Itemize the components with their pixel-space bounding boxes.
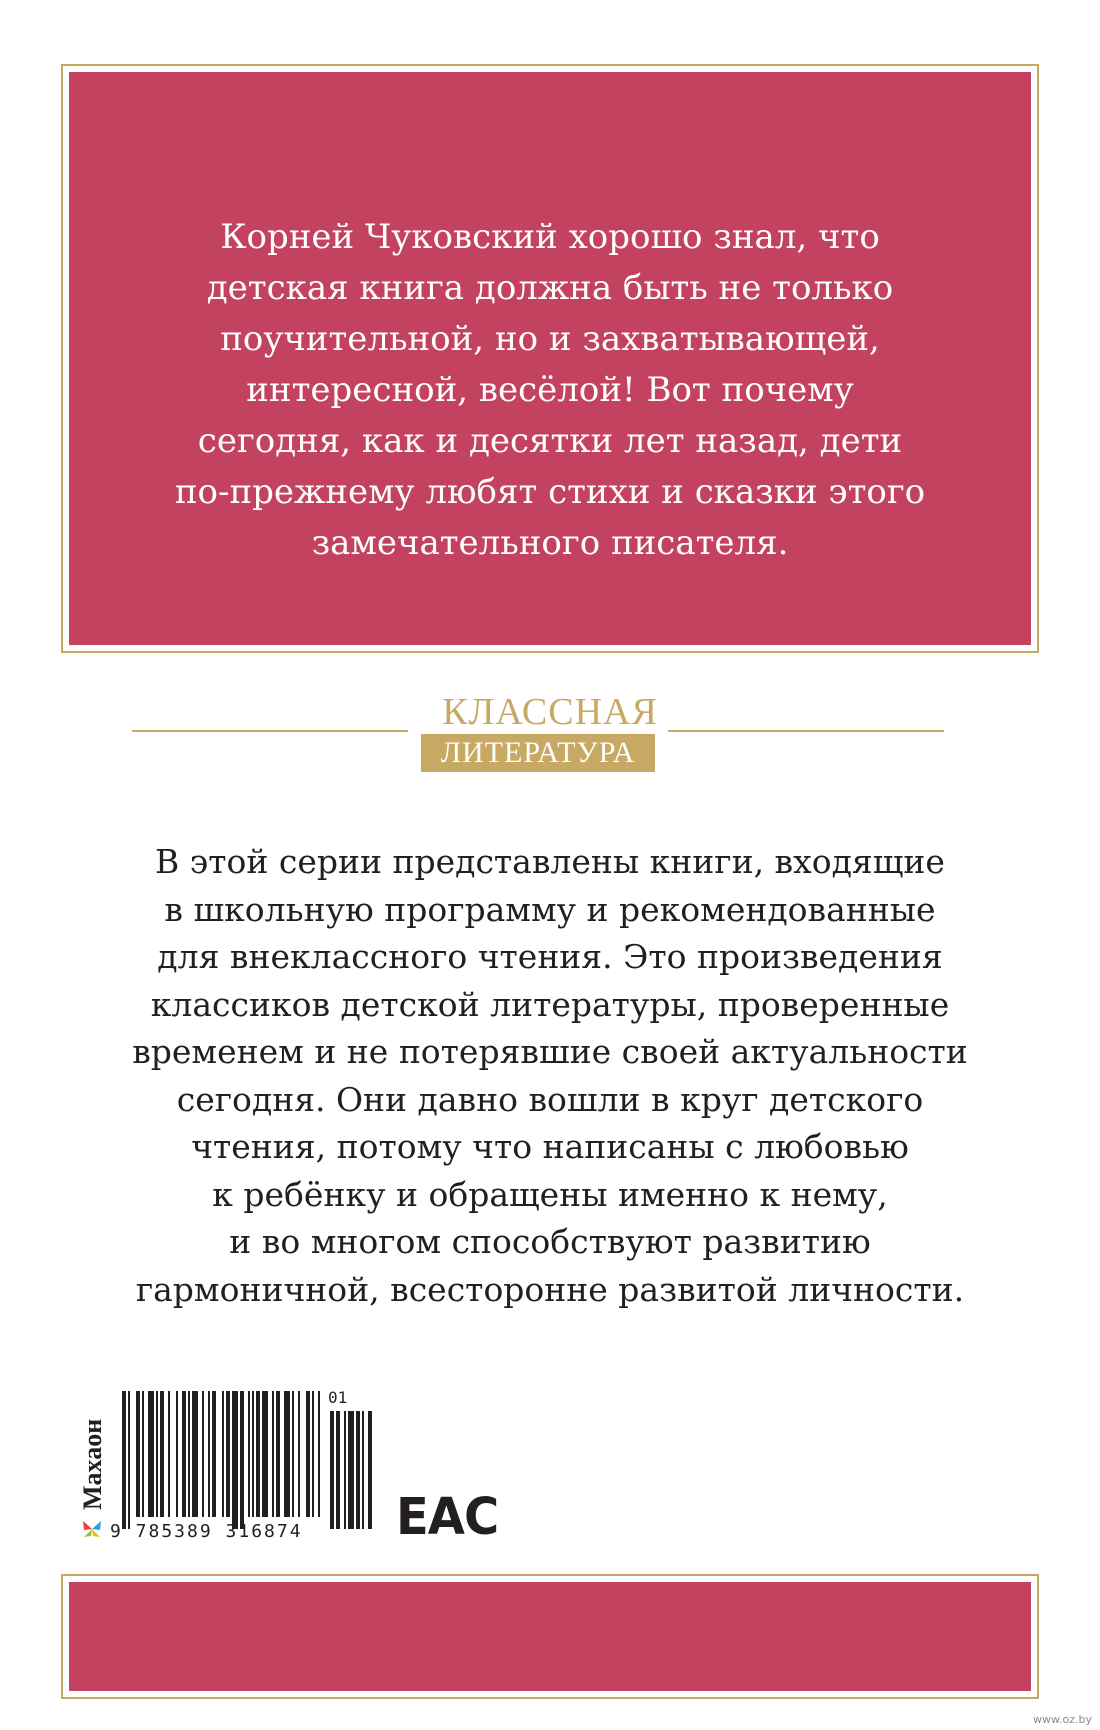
barcode-bar <box>192 1391 198 1517</box>
description-line: для внеклассного чтения. Это произведения <box>157 937 943 976</box>
barcode-bar <box>142 1391 144 1517</box>
series-title-bottom: ЛИТЕРАТУРА <box>421 734 655 772</box>
series-title-top: КЛАССНАЯ <box>442 691 658 733</box>
barcode-bar <box>222 1391 224 1517</box>
barcode-bar <box>318 1391 320 1517</box>
description-line: к ребёнку и обращены именно к нему, <box>212 1174 888 1214</box>
barcode-bar <box>312 1391 314 1517</box>
top-annotation-panel <box>63 66 1037 651</box>
barcode-bar <box>232 1391 238 1529</box>
barcode-addon-bar <box>356 1411 360 1529</box>
barcode-bar <box>248 1391 250 1517</box>
barcode-bar <box>272 1391 274 1517</box>
publisher-logo <box>78 1392 110 1542</box>
barcode-bar <box>252 1391 254 1517</box>
description-line: временем и не потерявшие своей актуальности <box>132 1032 968 1071</box>
barcode-bar <box>128 1391 130 1529</box>
barcode-bar <box>148 1391 154 1517</box>
description-line: чтения, потому что написаны с любовью <box>191 1127 909 1166</box>
barcode-bar <box>156 1391 158 1517</box>
annotation-line: поучительной, но и захватывающей, <box>220 319 880 359</box>
description-line: в школьную программу и рекомендованные <box>164 889 936 929</box>
series-description <box>0 838 1100 1313</box>
annotation-text <box>69 212 1031 569</box>
barcode-bar <box>168 1391 170 1517</box>
barcode-addon-bar <box>344 1411 346 1529</box>
barcode-addon-number: 01 <box>328 1388 348 1407</box>
annotation-line: детская книга должна быть не только <box>206 268 894 308</box>
watermark: www.oz.by <box>1033 1713 1092 1726</box>
publisher-name: Махаон <box>78 1418 107 1510</box>
barcode-number: 9 785389 316874 <box>110 1521 303 1542</box>
barcode-bar <box>122 1391 126 1529</box>
barcode-bar <box>160 1391 164 1517</box>
barcode-bar <box>284 1391 290 1517</box>
barcode-bar <box>182 1391 186 1517</box>
description-line: сегодня. Они давно вошли в круг детского <box>176 1079 924 1119</box>
description-line: и во многом способствуют развитию <box>229 1222 871 1261</box>
bottom-color-panel <box>63 1576 1037 1697</box>
barcode-bar <box>176 1391 178 1517</box>
barcode-bar <box>136 1391 140 1517</box>
series-logo <box>0 690 1100 780</box>
annotation-line: по-прежнему любят стихи и сказки этого <box>174 472 926 512</box>
barcode-bar <box>208 1391 210 1517</box>
description-line: классиков детской литературы, проверенные <box>150 984 950 1024</box>
barcode-bar <box>256 1391 260 1517</box>
annotation-line: Корней Чуковский хорошо знал, что <box>220 217 880 257</box>
barcode-addon-bar <box>368 1411 372 1529</box>
annotation-line: замечательного писателя. <box>311 523 789 563</box>
barcode-addon-bar <box>348 1411 354 1529</box>
barcode-bar <box>298 1391 300 1517</box>
barcode-addon-bar <box>336 1411 340 1529</box>
barcode-bar <box>306 1391 310 1517</box>
eac-certification-mark: EAC <box>396 1487 499 1547</box>
description-line: В этой серии представлены книги, входящие <box>155 842 945 881</box>
annotation-line: интересной, весёлой! Вот почему <box>246 370 854 410</box>
barcode-addon-bar <box>330 1411 334 1529</box>
barcode-bar <box>240 1391 244 1529</box>
description-line: гармоничной, всесторонне развитой личности. <box>135 1269 965 1309</box>
barcode-bar <box>226 1391 230 1517</box>
barcode-bar <box>212 1391 216 1517</box>
barcode-bar <box>262 1391 268 1517</box>
barcode-bar <box>292 1391 294 1517</box>
butterfly-icon <box>81 1518 103 1540</box>
annotation-line: сегодня, как и десятки лет назад, дети <box>197 421 903 461</box>
barcode-bar <box>202 1391 204 1517</box>
barcode-addon-bar <box>362 1411 364 1529</box>
barcode-bar <box>276 1391 280 1517</box>
barcode-bar <box>188 1391 190 1517</box>
